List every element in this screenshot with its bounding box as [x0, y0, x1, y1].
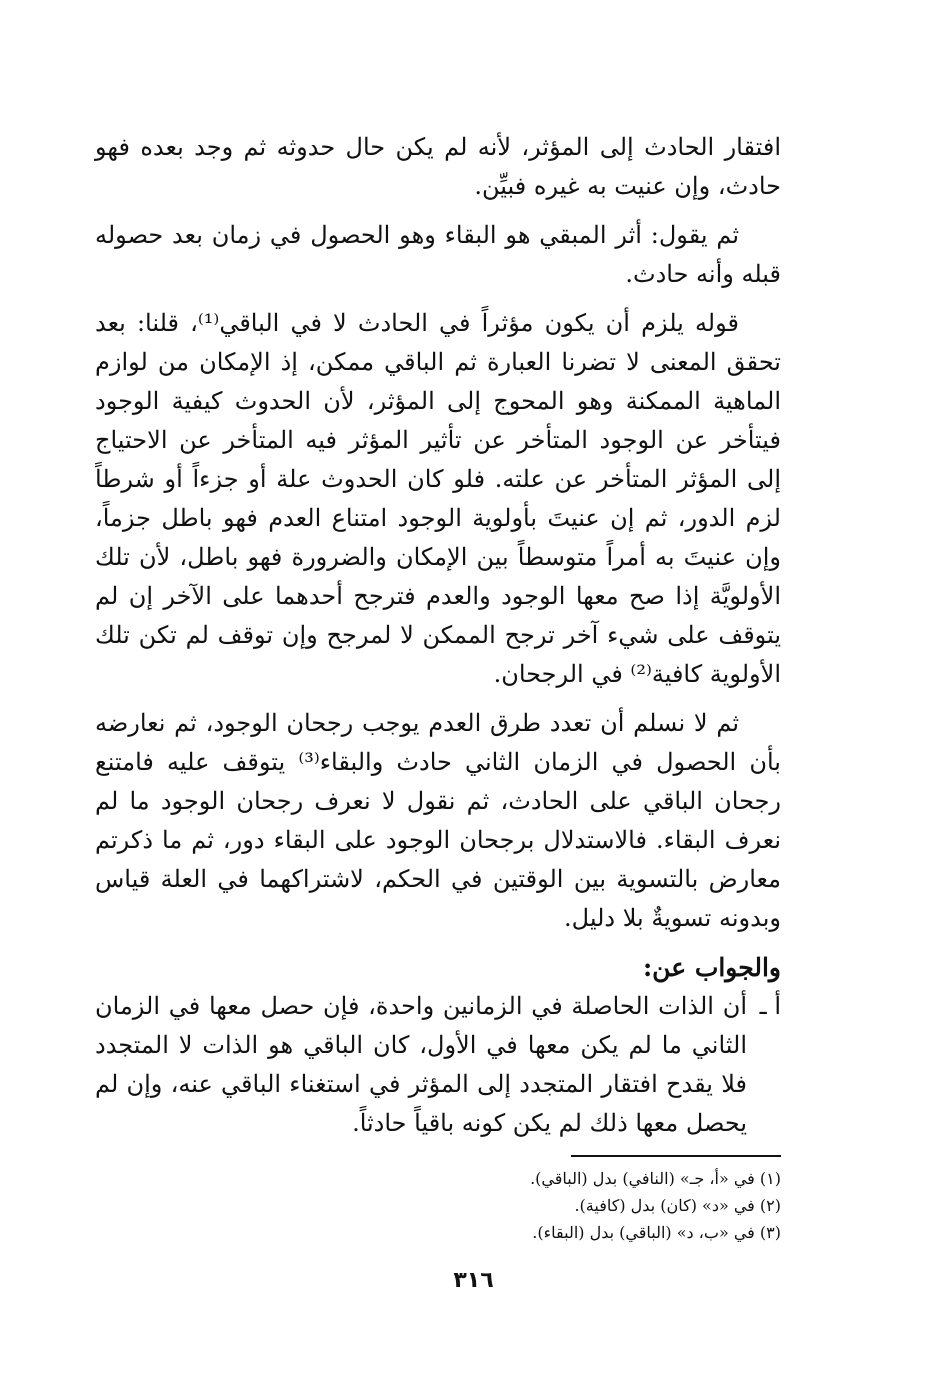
paragraph-1: افتقار الحادث إلى المؤثر، لأنه لم يكن حال حدوثه ثم وجد بعده فهو حادث، وإن عنيت به غيره فبيِّن.: [95, 133, 781, 200]
answer-item-marker: أ ـ: [759, 992, 781, 1020]
page-body: [95, 128, 781, 1246]
answer-heading: والجواب عن:: [642, 953, 781, 982]
footnote-2: (٢) في «د» (كان) بدل (كافية).: [574, 1196, 781, 1215]
footnote-3: (٣) في «ب، د» (الباقي) بدل (البقاء).: [532, 1223, 781, 1242]
answer-item-text: أن الذات الحاصلة في الزمانين واحدة، فإن حصل معها في الزمان الثاني ما لم يكن معها في الأول، كان الباقي هو الذات لا المتجدد فلا يقدح افتقار المتجدد إلى المؤثر في استغناء الباقي عنه، وإن لم يحصل معها ذلك لم يكن كونه باقياً حادثاً.: [95, 992, 747, 1137]
page-number: ٣١٦: [453, 1268, 494, 1293]
paragraph-2: ثم يقول: أثر المبقي هو البقاء وهو الحصول في زمان بعد حصوله قبله وأنه حادث.: [95, 221, 781, 288]
footnote-separator: [571, 1155, 781, 1157]
paragraph-3: قوله يلزم أن يكون مؤثراً في الحادث لا في الباقي⁽¹⁾، قلنا: بعد تحقق المعنى لا تضرنا العبارة ثم الباقي ممكن، إذ الإمكان من لوازم الماهية الممكنة وهو المحوج إلى المؤثر، لأن الحدوث كيفية الوجود فيتأخر عن الوجود المتأخر عن تأثير المؤثر فيه المتأخر عن الاحتياج إلى المؤثر المتأخر عن علته. فلو كان الحدوث علة أو جزءاً أو شرطاً لزم الدور، ثم إن عنيتَ بأولوية الوجود امتناع العدم فهو باطل جزماً، وإن عنيتَ به أمراً متوسطاً بين الإمكان والضرورة فهو باطل، لأن تلك الأولويَّة إذا صح معها الوجود والعدم فترجح أحدهما على الآخر إن لم يتوقف على شيء آخر ترجح الممكن لا لمرجح وإن توقف لم تكن تلك الأولوية كافية⁽²⁾ في الرجحان.: [95, 309, 781, 688]
paragraph-4: ثم لا نسلم أن تعدد طرق العدم يوجب رجحان الوجود، ثم نعارضه بأن الحصول في الزمان الثاني حادث والبقاء⁽³⁾ يتوقف عليه فامتنع رجحان الباقي على الحادث، ثم نقول لا نعرف رجحان الوجود ما لم نعرف البقاء. فالاستدلال برجحان الوجود على البقاء دور، ثم ما ذكرتم معارض بالتسوية بين الوقتين في الحكم، لاشتراكهما في العلة قياس وبدونه تسويةٌ بلا دليل.: [95, 709, 781, 932]
answer-item-a: [95, 987, 781, 1143]
footnote-1: (١) في «أ، جـ» (النافي) بدل (الباقي).: [530, 1169, 781, 1188]
